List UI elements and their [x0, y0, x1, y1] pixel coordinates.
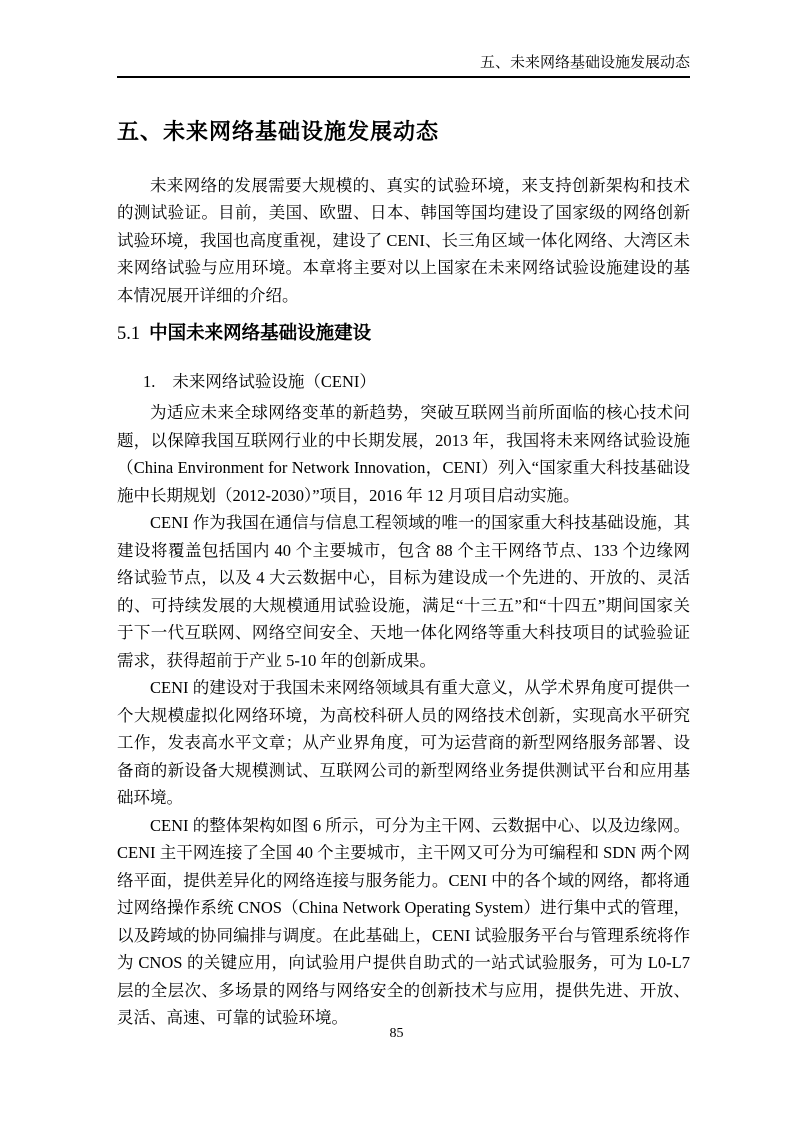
body-paragraph: CENI 的建设对于我国未来网络领域具有重大意义，从学术界角度可提供一个大规模虚拟化网络环境，为高校科研人员的网络技术创新，实现高水平研究工作，发表高水平文章；从产业界角度，可为运营商的新型网络服务部署、设备商的新设备大规模测试、互联网公司的新型网络业务提供测试平台和应用基础环境。: [117, 678, 690, 808]
chapter-title: 五、未来网络基础设施发展动态: [117, 119, 440, 145]
body-paragraph: 为适应未来全球网络变革的新趋势，突破互联网当前所面临的核心技术问题，以保障我国互联网行业的中长期发展，2013 年，我国将未来网络试验设施（China Environment for Network Innovation，CENI）列入“国家重大科技基础设施中长期规划（2012-2030）”项目，2016 年 12 月项目启动实施。: [117, 403, 690, 505]
list-item-title: 未来网络试验设施（CENI）: [172, 372, 376, 392]
running-head-text: 五、未来网络基础设施发展动态: [479, 55, 690, 71]
page-number: 85: [389, 1026, 404, 1041]
page-content: [117, 0, 690, 1032]
body-paragraph: CENI 作为我国在通信与信息工程领域的唯一的国家重大科技基础设施，其建设将覆盖包括国内 40 个主要城市，包含 88 个主干网络节点、133 个边缘网络试验节点，以及 4 大云数据中心，目标为建设成一个先进的、开放的、灵活的、可持续发展的大规模通用试验设施，满足“十三五”和“十四五”期间国家关于下一代互联网、网络空间安全、天地一体化网络等重大科技项目的试验验证需求，获得超前于产业 5-10 年的创新成果。: [117, 513, 690, 670]
section-number: 5.1: [117, 324, 141, 345]
body-paragraph: CENI 的整体架构如图 6 所示，可分为主干网、云数据中心、以及边缘网。CENI 主干网连接了全国 40 个主要城市，主干网又可分为可编程和 SDN 两个网络平面，提供差异化的网络连接与服务能力。CENI 中的各个域的网络，都将通过网络操作系统 CNOS（China Network Operating System）进行集中式的管理，以及跨域的协同编排与调度。在此基础上，CENI 试验服务平台与管理系统将作为 CNOS 的关键应用，向试验用户提供自助式的一站式试验服务，可为 L0-L7 层的全层次、多场景的网络与网络安全的创新技术与应用，提供先进、开放、灵活、高速、可靠的试验环境。: [117, 815, 690, 1028]
section-title: 中国未来网络基础设施建设: [149, 322, 372, 344]
list-item-number: 1.: [143, 372, 156, 392]
chapter-intro-paragraph: 未来网络的发展需要大规模的、真实的试验环境，来支持创新架构和技术的测试验证。目前，美国、欧盟、日本、韩国等国均建设了国家级的网络创新试验环境，我国也高度重视，建设了 CENI、长三角区域一体化网络、大湾区未来网络试验与应用环境。本章将主要对以上国家在未来网络试验设施建设的基本情况展开详细的介绍。: [117, 175, 690, 305]
list-item-heading: [117, 370, 690, 393]
section-heading: [117, 321, 690, 347]
page-header: [117, 0, 690, 78]
